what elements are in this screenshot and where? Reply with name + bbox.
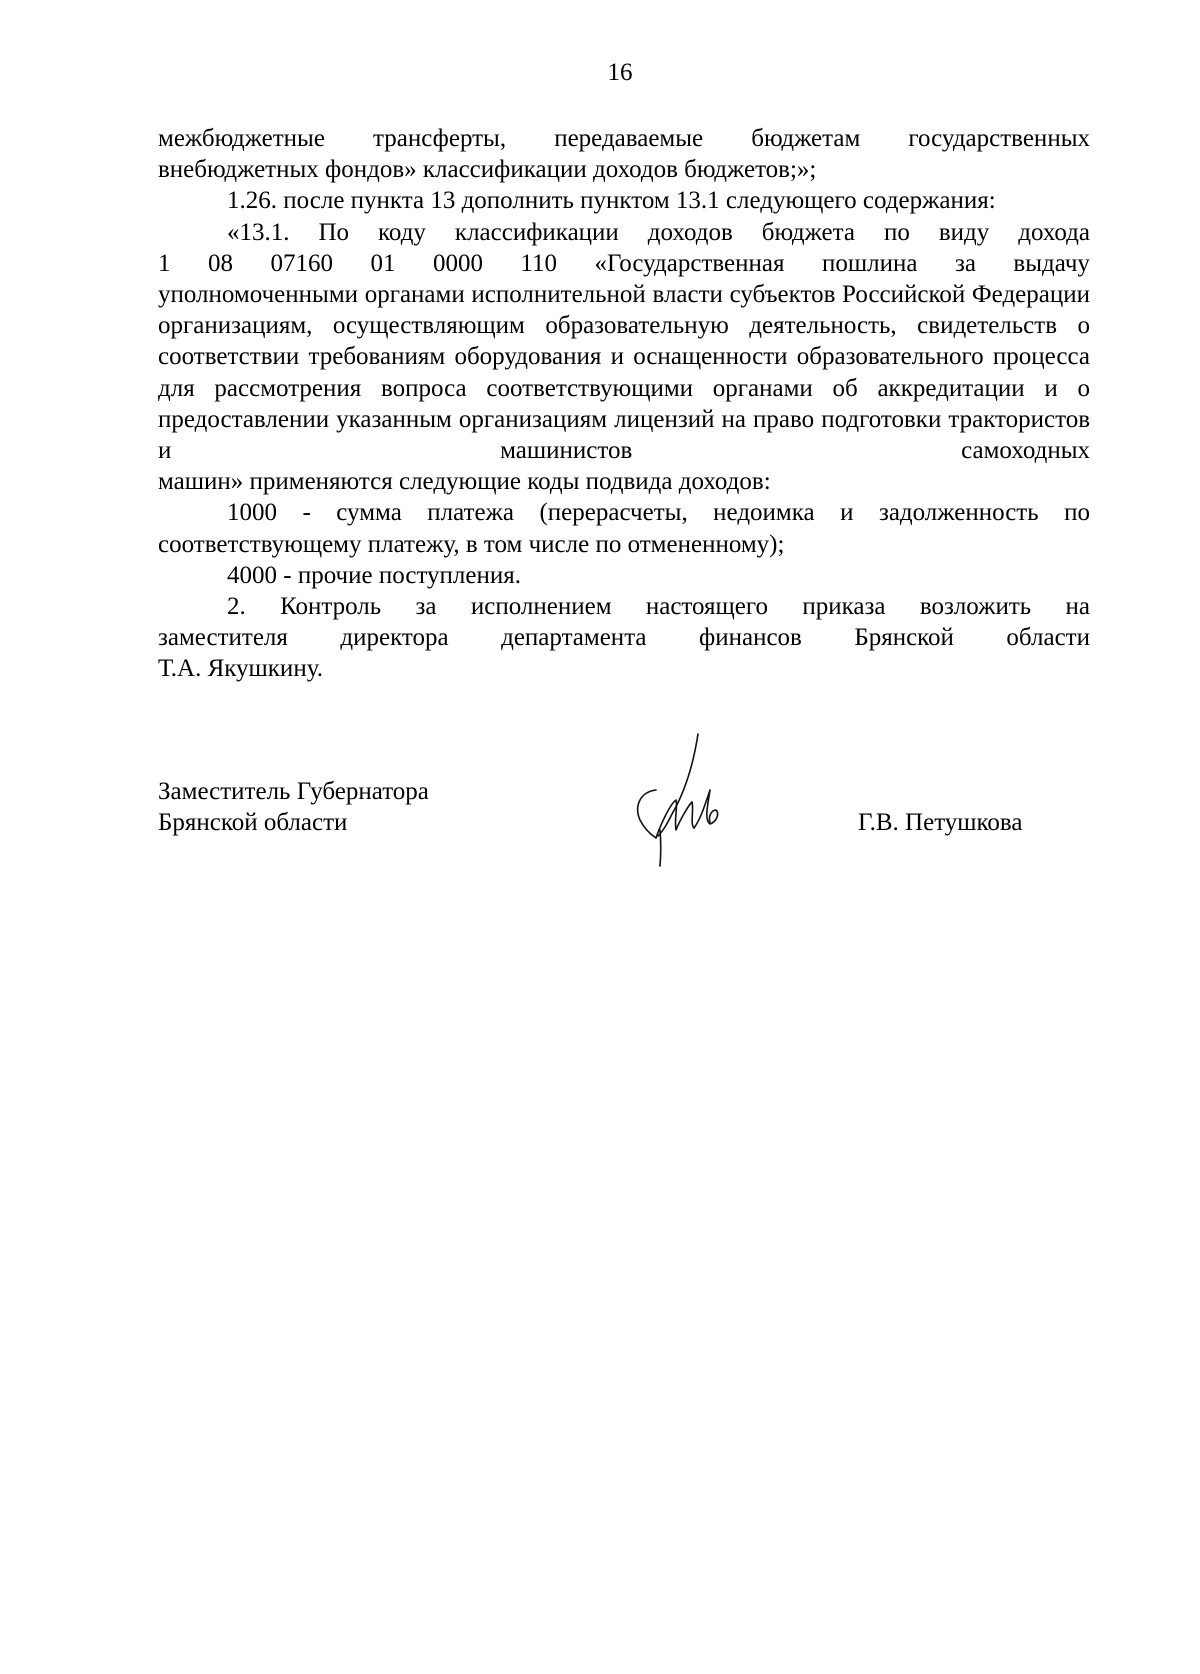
income-code-line xyxy=(158,248,1090,279)
code-part: 08 xyxy=(207,249,233,277)
paragraph-13-1-body: уполномоченными органами исполнительной власти субъектов Российской Федерации организациям, осуществляющим образовательную деятельность, свидетельств о соответствии требованиям оборудования и оснащенности образовательного процесса для рассмотрения вопроса соответствующими органами об аккредитации и о предоставлении указанным организациям лицензий на право подготовки трактористов и машинистов самоходных xyxy=(158,281,1090,465)
paragraph-1-26: 1.26. после пункта 13 дополнить пунктом 13.1 следующего содержания: xyxy=(227,187,996,215)
signer-position xyxy=(158,776,429,838)
code-part: 07160 xyxy=(270,249,333,277)
page-number: 16 xyxy=(607,59,633,86)
subtype-1000-line-2: соответствующему платежу, в том числе по отмененному); xyxy=(158,530,785,558)
handwritten-signature xyxy=(630,730,750,870)
document-body xyxy=(158,123,1090,685)
code-part: 1 xyxy=(158,249,171,277)
subtype-1000-line-1: 1000 - сумма платежа (перерасчеты, недоимка и задолженность по xyxy=(227,499,1090,527)
paragraph-2-line-1: 2. Контроль за исполнением настоящего приказа возложить на xyxy=(227,593,1090,621)
signer-position-line-1: Заместитель Губернатора xyxy=(158,778,429,805)
paragraph-2-line-3: Т.А. Якушкину. xyxy=(158,655,323,683)
code-word: за xyxy=(954,249,976,277)
code-word: выдачу xyxy=(1013,249,1090,277)
signer-name: Г.В. Петушкова xyxy=(858,809,1023,836)
paragraph-2-line-2: заместителя директора департамента финансов Брянской области xyxy=(158,624,1090,652)
paragraph-13-1-last-line: машин» применяются следующие коды подвида доходов: xyxy=(158,468,771,496)
code-part: 0000 xyxy=(432,249,483,277)
code-word: «Государственная xyxy=(594,249,785,277)
code-part: 110 xyxy=(520,249,557,277)
signer-position-line-2: Брянской области xyxy=(158,809,348,837)
paragraph-13-1-line-1: «13.1. По коду классификации доходов бюджета по виду дохода xyxy=(227,218,1090,246)
subtype-4000: 4000 - прочие поступления. xyxy=(227,561,522,589)
paragraph-1-line-1: межбюджетные трансферты, передаваемые бюджетам государственных xyxy=(158,125,1090,152)
code-part: 01 xyxy=(370,249,396,277)
code-word: пошлина xyxy=(821,249,918,277)
paragraph-1-line-2: внебюджетных фондов» классификации доходов бюджетов;»; xyxy=(158,156,817,184)
